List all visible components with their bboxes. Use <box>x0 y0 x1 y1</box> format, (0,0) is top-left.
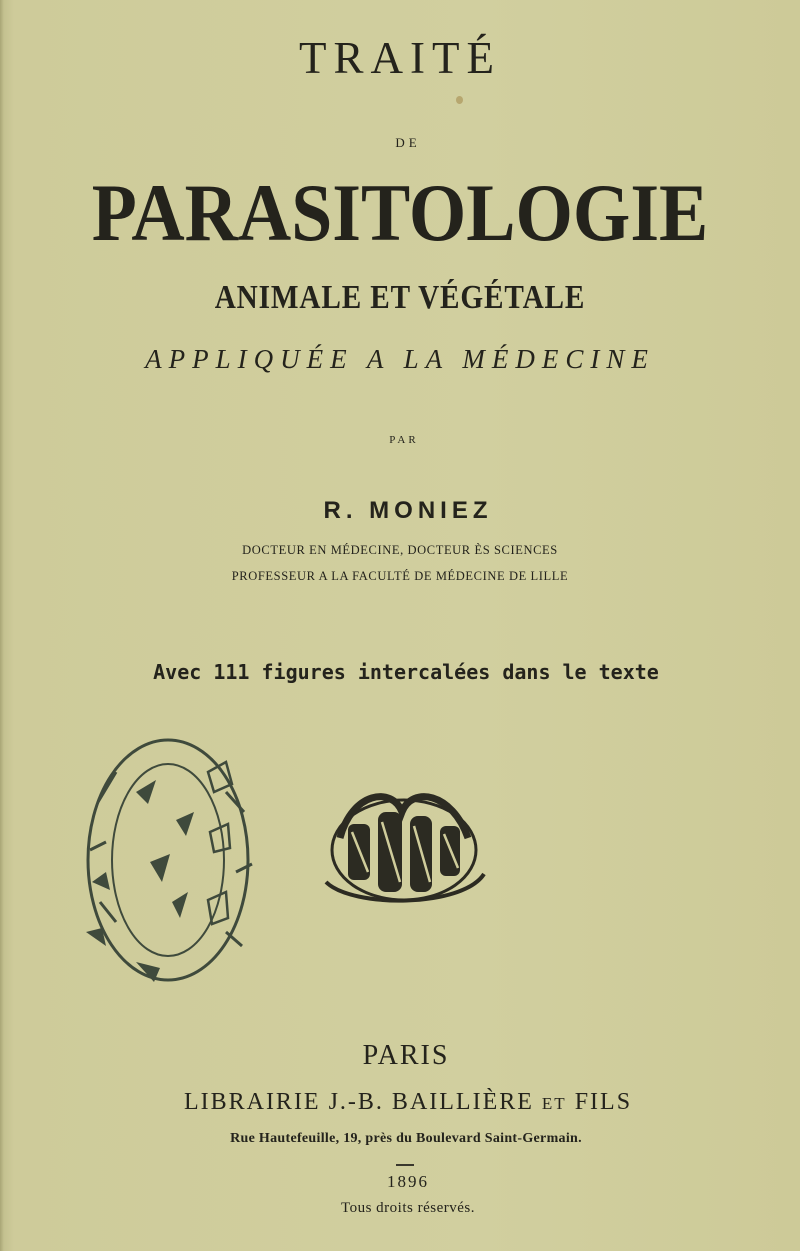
main-title: PARASITOLOGIE <box>91 167 709 258</box>
library-stamp-icon <box>76 732 262 996</box>
author-credentials-1: DOCTEUR EN MÉDECINE, DOCTEUR ÈS SCIENCES <box>242 543 558 557</box>
book-title: TRAITÉ <box>299 33 501 83</box>
figures-note: Avec 111 figures intercalées dans le texte <box>153 660 659 684</box>
by-label: PAR <box>389 434 419 446</box>
publisher-fils: FILS <box>574 1089 633 1115</box>
subtitle-applied: APPLIQUÉE A LA MÉDECINE <box>145 344 655 374</box>
subtitle: ANIMALE ET VÉGÉTALE <box>214 279 586 316</box>
publisher-address: Rue Hautefeuille, 19, près du Boulevard Saint-Germain. <box>230 1131 582 1146</box>
ink-speck <box>456 96 463 104</box>
publisher-monogram-icon <box>312 782 492 912</box>
author-name: R. MONIEZ <box>323 497 493 524</box>
publisher-name: LIBRAIRIE J.-B. BAILLIÈRE <box>183 1089 534 1115</box>
rights-notice: Tous droits réservés. <box>340 1200 475 1216</box>
author-credentials-2: PROFESSEUR A LA FACULTÉ DE MÉDECINE DE LILLE <box>231 569 569 583</box>
publisher-et: ET <box>541 1094 567 1113</box>
publisher <box>8 1089 800 1116</box>
divider <box>396 1164 414 1166</box>
title-connector: DE <box>395 135 421 150</box>
city: PARIS <box>362 1040 450 1071</box>
publication-year: 1896 <box>387 1172 429 1191</box>
